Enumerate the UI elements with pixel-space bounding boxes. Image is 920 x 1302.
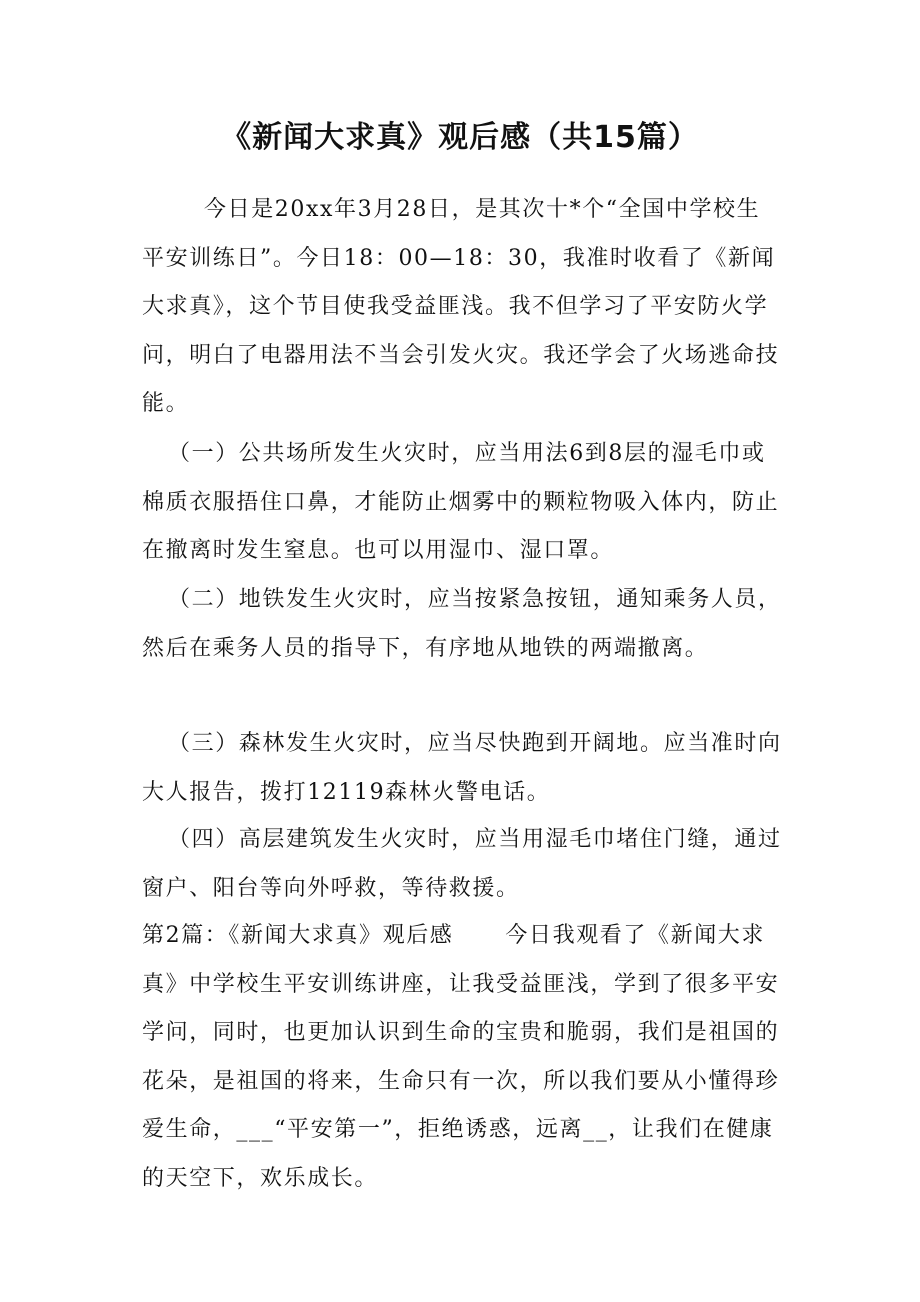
section-2-text: 今日我观看了《新闻大求真》中学校生平安训练讲座，让我受益匪浅，学到了很多平安学问，同时，也更加认识到生命的宝贵和脆弱，我们是祖国的花朵，是祖国的将来，生命只有一次，所以我们要从小懂得珍爱生命，___“平安第一”，拒绝诱惑，远离__，让我们在健康的天空下，欢乐成长。 [142, 923, 780, 1191]
section-2-heading: 第2篇：《新闻大求真》观后感 [142, 923, 454, 948]
paragraph-tip-3: （三）森林发生火灾时，应当尽快跑到开阔地。应当准时向大人报告，拨打12119森林火警电话。 [142, 731, 782, 805]
paragraph-tip-4: （四）高层建筑发生火灾时，应当用湿毛巾堵住门缝，通过窗户、阳台等向外呼救，等待救援。 [142, 827, 782, 901]
paragraph-tip-1: （一）公共场所发生火灾时，应当用法6到8层的湿毛巾或棉质衣服捂住口鼻，才能防止烟雾中的颗粒物吸入体内，防止在撤离时发生窒息。也可以用湿巾、湿口罩。 [142, 441, 780, 564]
section-2 [142, 912, 782, 1204]
document-title: 《新闻大求真》观后感（共15篇） [221, 120, 699, 155]
paragraph-intro: 今日是20xx年3月28日，是其次十*个“全国中学校生平安训练日”。今日18：00—18：30，我准时收看了《新闻大求真》，这个节目使我受益匪浅。我不但学习了平安防火学问，明白了电器用法不当会引发火灾。我还学会了火场逃命技能。 [142, 197, 780, 417]
paragraph-tip-2: （二）地铁发生火灾时，应当按紧急按钮，通知乘务人员，然后在乘务人员的指导下，有序地从地铁的两端撤离。 [142, 587, 782, 661]
